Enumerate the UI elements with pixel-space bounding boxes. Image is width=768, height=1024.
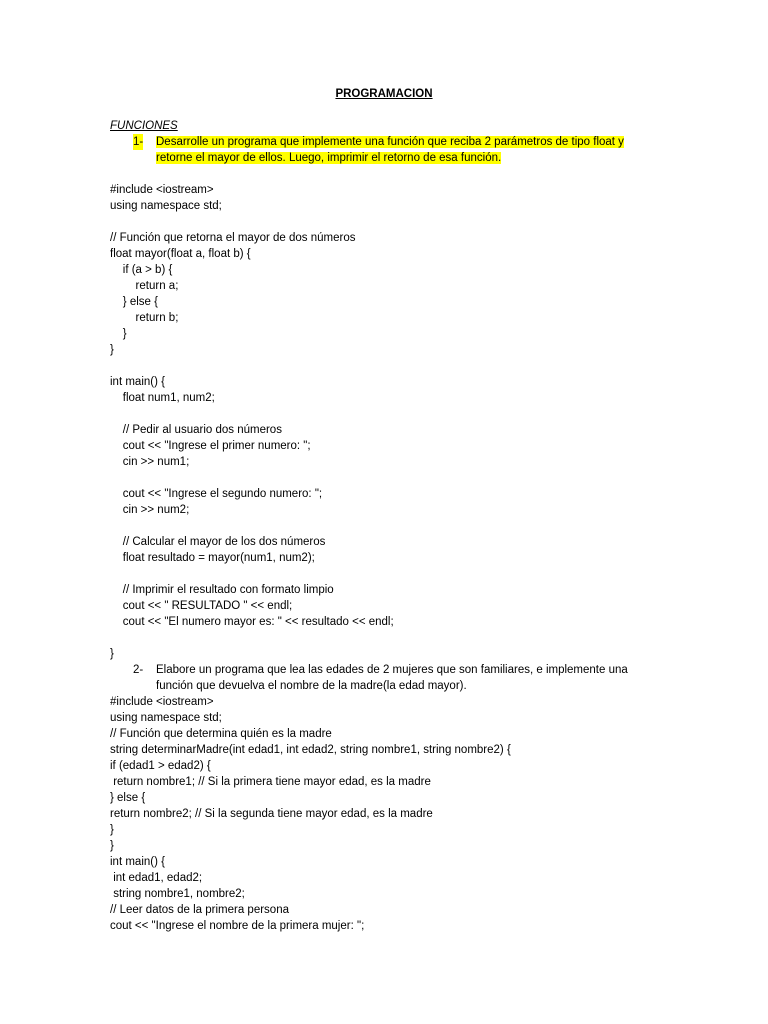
code-line: // Calcular el mayor de los dos números: [110, 536, 326, 548]
code-line: [110, 358, 670, 374]
code-line: cout << "Ingrese el segundo numero: ";: [110, 488, 323, 500]
code-line: cin >> num1;: [110, 456, 190, 468]
code-line: return nombre1; // Si la primera tiene mayor edad, es la madre: [110, 776, 431, 788]
code-line: [110, 406, 670, 422]
code-line: string determinarMadre(int edad1, int edad2, string nombre1, string nombre2) {: [110, 744, 511, 756]
spacer: [110, 166, 670, 182]
code-line: [110, 630, 670, 646]
code-block-1: [110, 182, 670, 662]
code-line: float resultado = mayor(num1, num2);: [110, 552, 315, 564]
code-line: cin >> num2;: [110, 504, 190, 516]
code-line: } else {: [110, 296, 158, 308]
section-heading: FUNCIONES: [110, 120, 178, 132]
code-line: int main() {: [110, 856, 165, 868]
exercise-1-number: 1-: [133, 136, 144, 148]
code-line: int edad1, edad2;: [110, 872, 203, 884]
code-line: [110, 214, 670, 230]
code-line: if (a > b) {: [110, 264, 173, 276]
code-line: }: [110, 824, 114, 836]
exercise-1: [110, 134, 670, 166]
code-line: [110, 518, 670, 534]
code-line: cout << "El numero mayor es: " << resultado << endl;: [110, 616, 394, 628]
exercise-1-text-line2: retorne el mayor de ellos. Luego, imprimir el retorno de esa función.: [156, 152, 502, 164]
code-line: float num1, num2;: [110, 392, 215, 404]
code-line: #include <iostream>: [110, 696, 214, 708]
code-line: using namespace std;: [110, 712, 222, 724]
code-block-2: [110, 694, 670, 934]
exercise-2: [110, 662, 670, 694]
code-line: using namespace std;: [110, 200, 222, 212]
code-line: // Leer datos de la primera persona: [110, 904, 289, 916]
code-line: }: [110, 344, 114, 356]
code-line: // Pedir al usuario dos números: [110, 424, 282, 436]
code-line: cout << "Ingrese el primer numero: ";: [110, 440, 311, 452]
document-title: PROGRAMACION: [335, 88, 433, 100]
exercise-2-text-line2: función que devuelva el nombre de la madre(la edad mayor).: [156, 680, 467, 692]
code-line: return b;: [110, 312, 179, 324]
code-line: }: [110, 328, 127, 340]
document-body: [110, 118, 670, 934]
code-line: }: [110, 840, 114, 852]
exercise-2-text-line1: Elabore un programa que lea las edades de 2 mujeres que son familiares, e implemente una: [156, 664, 628, 676]
code-line: [110, 470, 670, 486]
code-line: cout << "Ingrese el nombre de la primera mujer: ";: [110, 920, 365, 932]
exercise-2-number: 2-: [133, 664, 144, 676]
code-line: cout << " RESULTADO " << endl;: [110, 600, 293, 612]
code-line: // Imprimir el resultado con formato limpio: [110, 584, 334, 596]
code-line: } else {: [110, 792, 146, 804]
code-line: }: [110, 648, 114, 660]
code-line: // Función que retorna el mayor de dos números: [110, 232, 356, 244]
code-line: string nombre1, nombre2;: [110, 888, 245, 900]
exercise-1-text-line1: Desarrolle un programa que implemente una función que reciba 2 parámetros de tipo float y: [156, 136, 624, 148]
code-line: return a;: [110, 280, 179, 292]
code-line: // Función que determina quién es la madre: [110, 728, 332, 740]
code-line: if (edad1 > edad2) {: [110, 760, 211, 772]
code-line: int main() {: [110, 376, 165, 388]
code-line: float mayor(float a, float b) {: [110, 248, 251, 260]
code-line: [110, 566, 670, 582]
code-line: #include <iostream>: [110, 184, 214, 196]
code-line: return nombre2; // Si la segunda tiene mayor edad, es la madre: [110, 808, 433, 820]
